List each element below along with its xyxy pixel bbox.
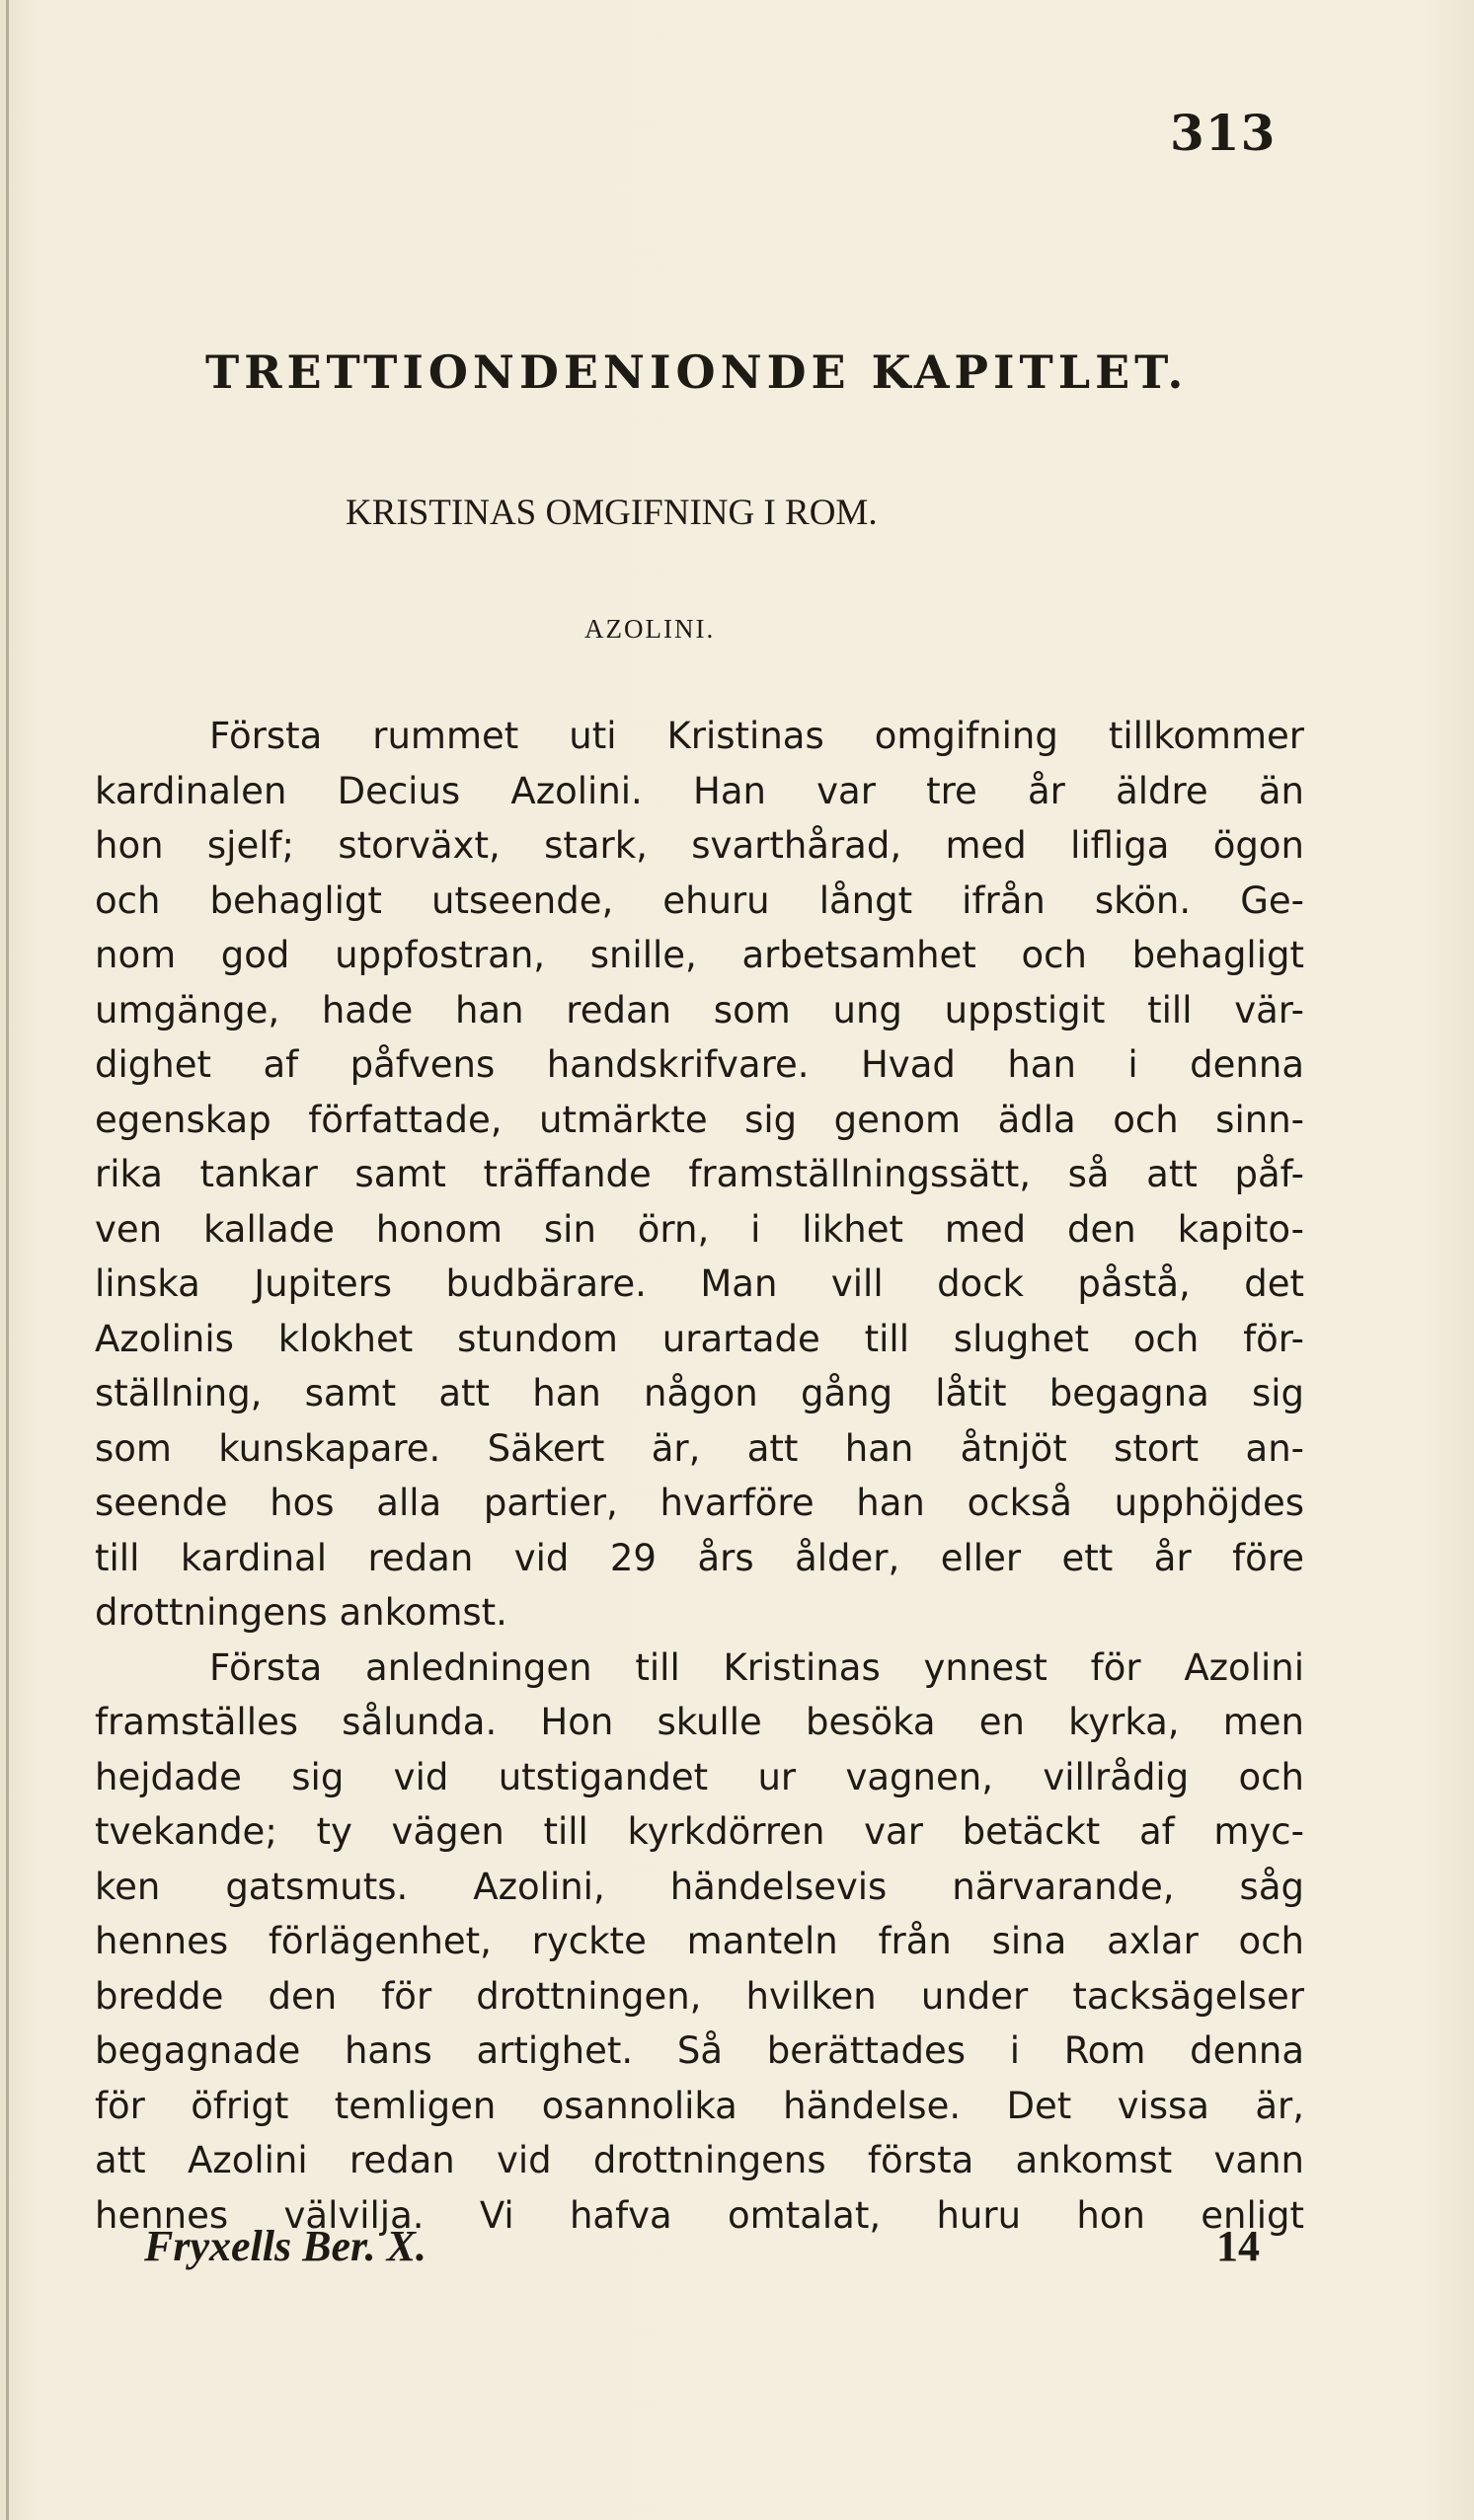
text-line: hejdade sig vid utstigandet ur vagnen, villrådig och — [95, 1755, 1304, 1798]
text-line: till kardinal redan vid 29 års ålder, eller ett år före — [95, 1536, 1304, 1579]
text-line: dighet af påfvens handskrifvare. Hvad han i denna — [95, 1043, 1304, 1086]
chapter-subtitle: KRISTINAS OMGIFNING I ROM. — [346, 493, 878, 533]
text-line: att Azolini redan vid drottningens första ankomst vann — [95, 2139, 1304, 2181]
text-line: bredde den för drottningen, hvilken under tacksägelser — [95, 1974, 1304, 2018]
text-line: ställning, samt att han någon gång låtit begagna sig — [95, 1372, 1304, 1414]
sheet-number: 14 — [1216, 2222, 1260, 2270]
text-line: hennes förlägenhet, ryckte manteln från sina axlar och — [95, 1920, 1304, 1962]
page-footer — [144, 2221, 1260, 2280]
text-line: hennes välvilja. Vi hafva omtalat, huru hon enligt — [95, 2193, 1304, 2237]
text-line: seende hos alla partier, hvarföre han också upphöjdes — [95, 1482, 1304, 1524]
text-line: ken gatsmuts. Azolini, händelsevis närvarande, såg — [95, 1865, 1304, 1908]
text-line: som kunskapare. Säkert är, att han åtnjöt stort an- — [95, 1426, 1304, 1470]
text-line: Första rummet uti Kristinas omgifning tillkommer — [209, 715, 1304, 757]
text-line: linska Jupiters budbärare. Man vill dock påstå, det — [95, 1262, 1304, 1305]
page-edge-line — [6, 0, 9, 2520]
text-line: Första anledningen till Kristinas ynnest för Azolini — [209, 1645, 1304, 1689]
section-heading: AZOLINI. — [584, 614, 716, 644]
text-line: för öfrigt temligen osannolika händelse. Det vissa är, — [95, 2084, 1304, 2127]
text-line: umgänge, hade han redan som ung uppstigit till vär- — [95, 988, 1304, 1031]
body-text — [95, 709, 1304, 2243]
text-line: tvekande; ty vägen till kyrkdörren var betäckt af myc- — [95, 1810, 1304, 1853]
chapter-title: TRETTIONDENIONDE KAPITLET. — [205, 345, 1189, 399]
text-line: drottningens ankomst. — [95, 1591, 507, 1634]
text-line: ven kallade honom sin örn, i likhet med den kapito- — [95, 1207, 1304, 1251]
text-line: och behagligt utseende, ehuru långt ifrån skön. Ge- — [95, 878, 1304, 922]
text-line: rika tankar samt träffande framställningssätt, så att påf- — [95, 1153, 1304, 1195]
page-number: 313 — [1170, 104, 1277, 162]
text-line: nom god uppfostran, snille, arbetsamhet och behagligt — [95, 934, 1304, 976]
text-line: Azolinis klokhet stundom urartade till slughet och för- — [95, 1317, 1304, 1360]
text-line: egenskap författade, utmärkte sig genom ädla och sinn- — [95, 1098, 1304, 1141]
text-line: hon sjelf; storväxt, stark, svarthårad, med lifliga ögon — [95, 824, 1304, 867]
printer-signature: Fryxells Ber. X. — [144, 2222, 427, 2270]
text-line: begagnade hans artighet. Så berättades i Rom denna — [95, 2029, 1304, 2072]
text-line: framställes sålunda. Hon skulle besöka en kyrka, men — [95, 1701, 1304, 1743]
text-line: kardinalen Decius Azolini. Han var tre år äldre än — [95, 769, 1304, 812]
